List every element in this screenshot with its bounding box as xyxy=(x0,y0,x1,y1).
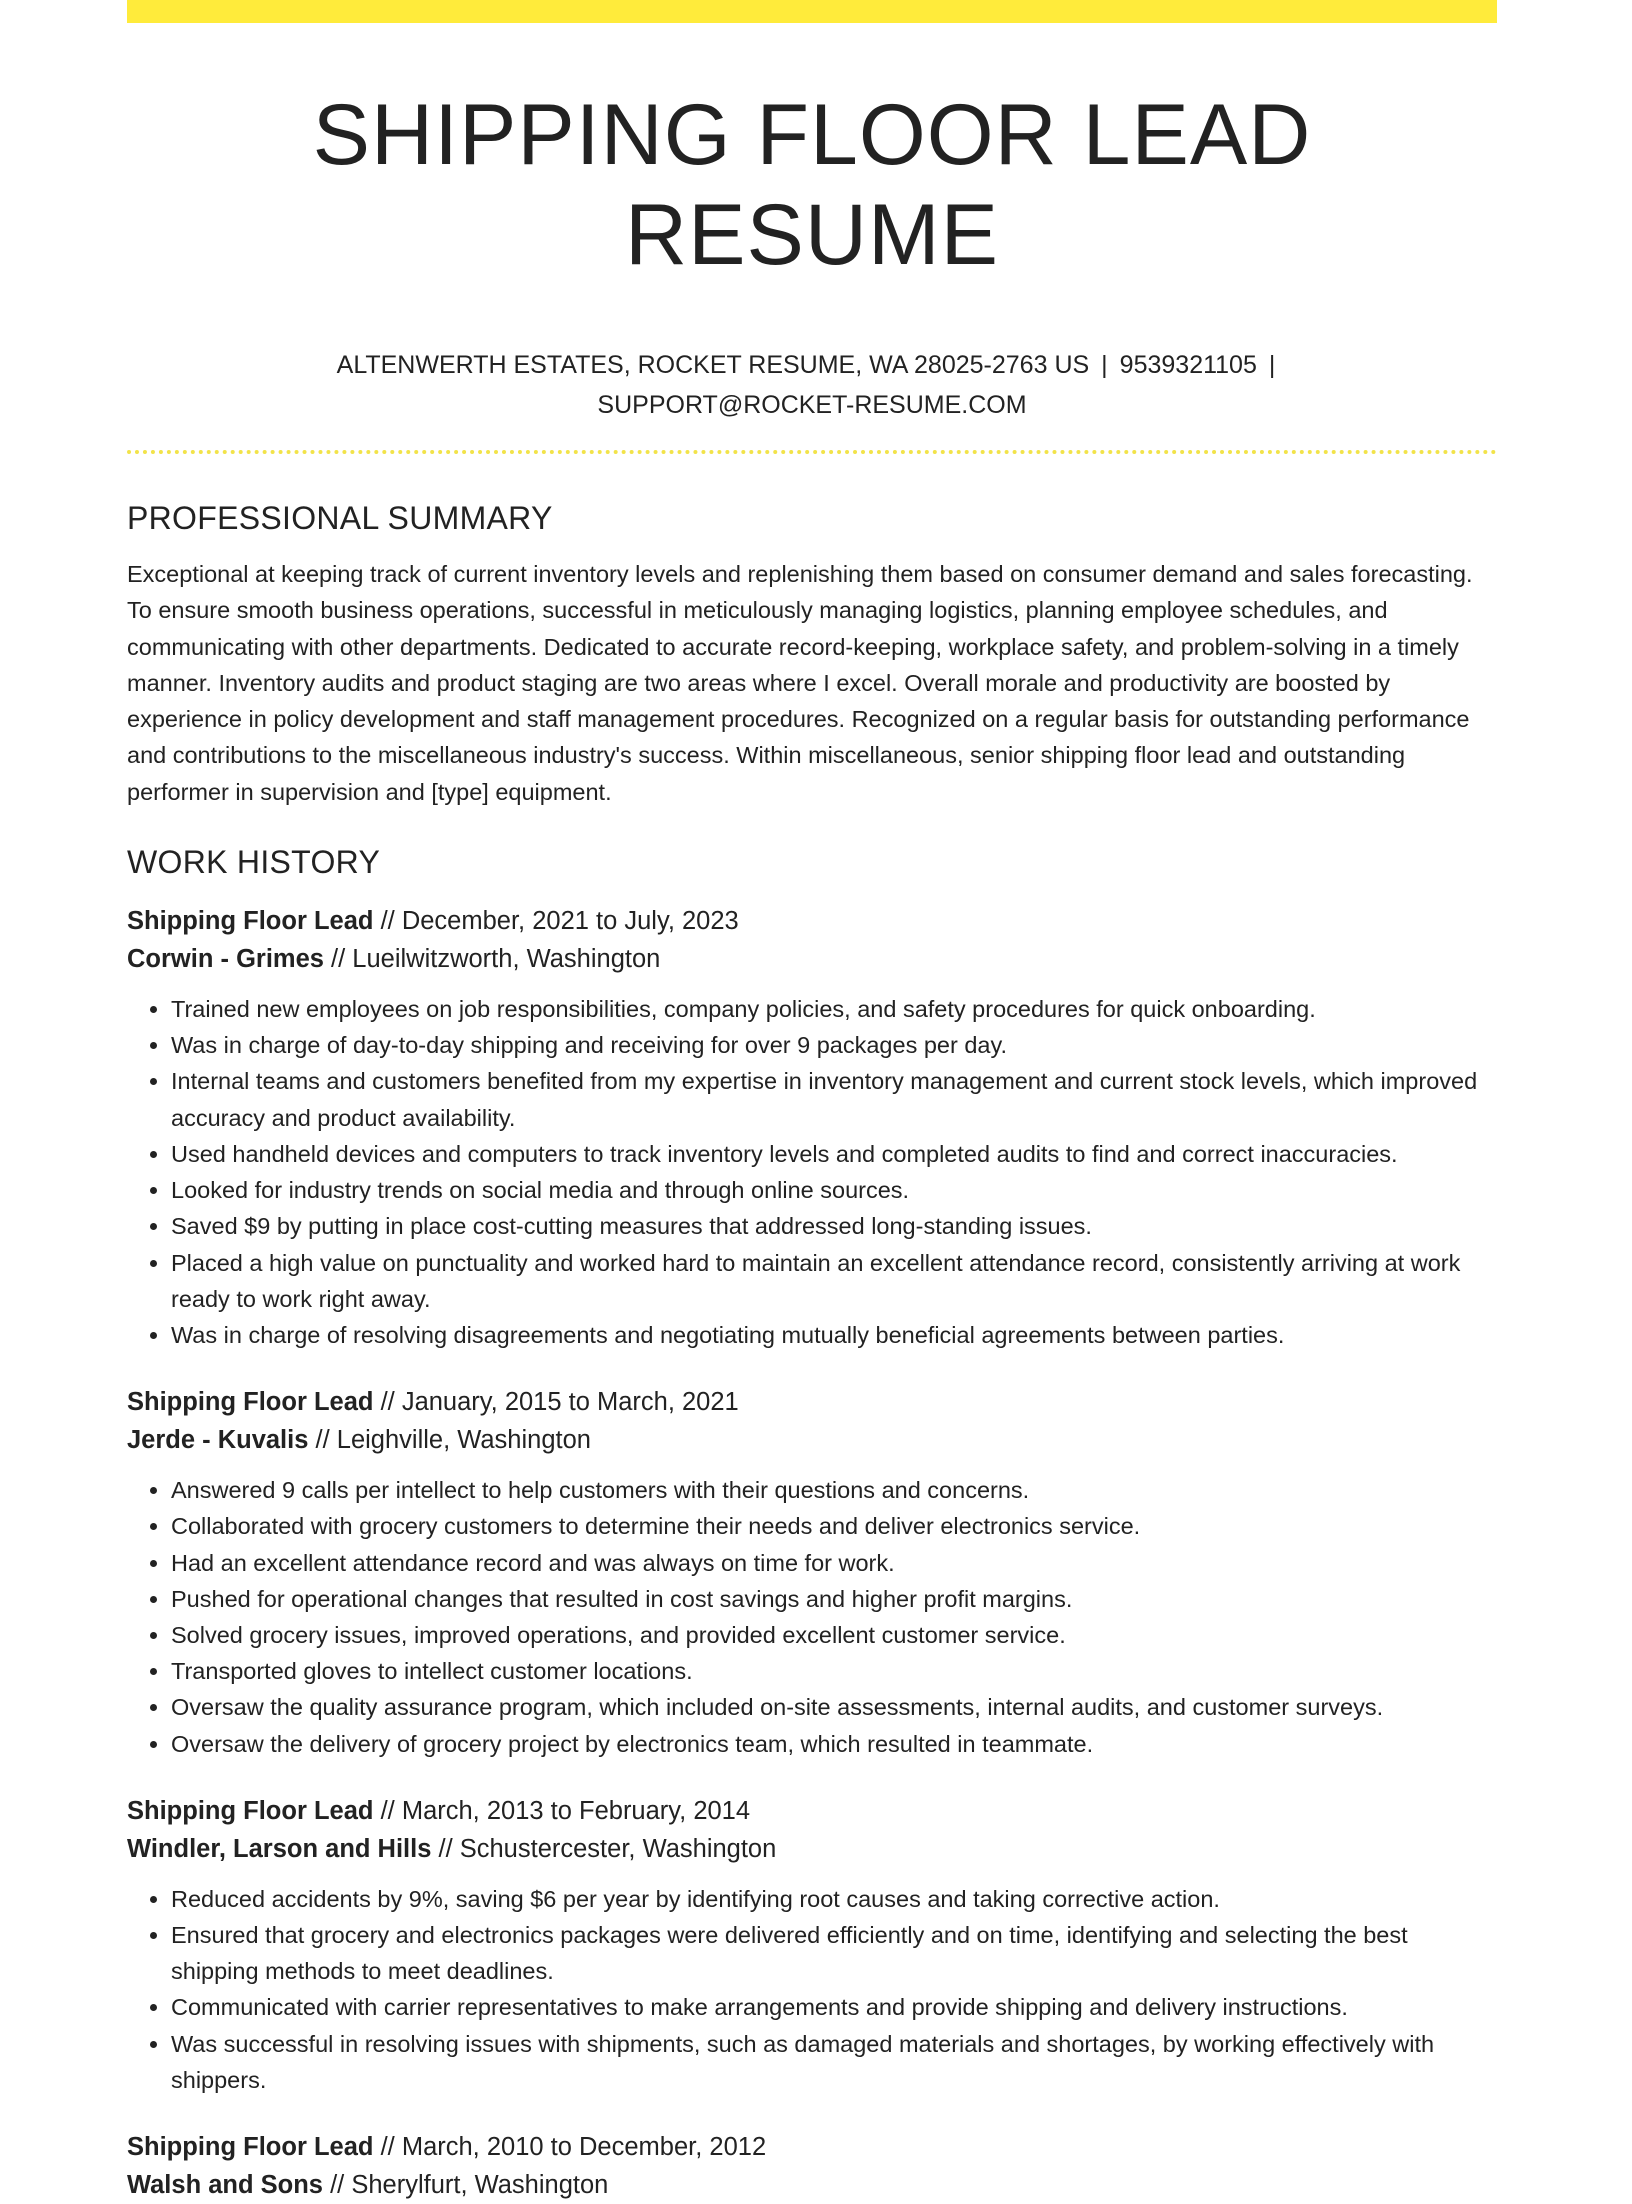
job-company-line xyxy=(127,1421,1497,1459)
job-bullet: • Had an excellent attendance record and was always on time for work. xyxy=(171,1545,1497,1581)
top-accent-bar xyxy=(127,0,1497,23)
job-company: Windler, Larson and Hills xyxy=(127,1834,432,1863)
contact-separator: | xyxy=(1101,351,1108,379)
job-location: // Leighville, Washington xyxy=(308,1426,591,1455)
contact-separator: | xyxy=(1268,351,1276,379)
job-title-line xyxy=(127,2128,1497,2166)
job-company-line xyxy=(127,940,1497,978)
summary-heading: PROFESSIONAL SUMMARY xyxy=(127,500,553,536)
job-bullet: • Transported gloves to intellect customer locations. xyxy=(171,1653,1497,1689)
job-title: Shipping Floor Lead xyxy=(127,1388,374,1417)
contact-info xyxy=(312,345,1312,425)
job-title-line xyxy=(127,902,1497,940)
job-bullet: • Was successful in resolving issues with shipments, such as damaged materials and shortages, by working effectively with shippers. xyxy=(171,2026,1497,2098)
job-company: Corwin - Grimes xyxy=(127,945,324,974)
job-entry xyxy=(127,1792,1497,2098)
job-company-line xyxy=(127,1830,1497,1868)
job-bullet: • Was in charge of resolving disagreements and negotiating mutually beneficial agreements between parties. xyxy=(171,1317,1497,1353)
job-dates: // March, 2013 to February, 2014 xyxy=(373,1796,751,1825)
job-dates: // January, 2015 to March, 2021 xyxy=(373,1388,739,1417)
job-bullet: • Internal teams and customers benefited from my expertise in inventory management and current stock levels, which improved accuracy and product availability. xyxy=(171,1063,1497,1135)
job-bullet: • Communicated with carrier representatives to make arrangements and provide shipping and delivery instructions. xyxy=(171,1989,1497,2025)
job-dates: // March, 2010 to December, 2012 xyxy=(373,2132,767,2161)
job-bullet: • Pushed for operational changes that resulted in cost savings and higher profit margins. xyxy=(171,1581,1497,1617)
job-bullet: • Trained new employees on job responsibilities, company policies, and safety procedures for quick onboarding. xyxy=(171,991,1497,1027)
job-bullet: • Solved grocery issues, improved operations, and provided excellent customer service. xyxy=(171,1617,1497,1653)
job-bullets xyxy=(127,1472,1497,1762)
job-bullet: • Oversaw the delivery of grocery project by electronics team, which resulted in teammate. xyxy=(171,1726,1497,1762)
job-company-line xyxy=(127,2166,1497,2204)
job-location: // Schustercester, Washington xyxy=(431,1834,777,1863)
job-title: Shipping Floor Lead xyxy=(127,1796,374,1825)
job-bullet: • Collaborated with grocery customers to determine their needs and deliver electronics service. xyxy=(171,1508,1497,1544)
job-dates: // December, 2021 to July, 2023 xyxy=(373,907,739,936)
job-bullet: • Placed a high value on punctuality and worked hard to maintain an excellent attendance record, consistently arriving at work ready to work right away. xyxy=(171,1245,1497,1317)
job-bullets xyxy=(127,1881,1497,2098)
resume-title: SHIPPING FLOOR LEAD RESUME xyxy=(312,87,1312,283)
dotted-divider xyxy=(127,450,1497,454)
job-bullet: • Saved $9 by putting in place cost-cutting measures that addressed long-standing issues. xyxy=(171,1208,1497,1244)
job-company: Walsh and Sons xyxy=(127,2170,323,2199)
job-bullet: • Ensured that grocery and electronics packages were delivered efficiently and on time, identifying and selecting the best shipping methods to meet deadlines. xyxy=(171,1917,1497,1989)
job-bullet: • Looked for industry trends on social media and through online sources. xyxy=(171,1172,1497,1208)
job-entry xyxy=(127,2128,1497,2204)
work-history-heading: WORK HISTORY xyxy=(127,844,381,881)
job-entry xyxy=(127,1383,1497,1762)
job-title: Shipping Floor Lead xyxy=(127,907,374,936)
job-entry xyxy=(127,902,1497,1353)
job-title-line xyxy=(127,1383,1497,1421)
job-location: // Lueilwitzworth, Washington xyxy=(323,945,661,974)
contact-address: ALTENWERTH ESTATES, ROCKET RESUME, WA 28025-2763 US xyxy=(336,351,1090,379)
job-location: // Sherylfurt, Washington xyxy=(323,2170,609,2199)
resume-column xyxy=(127,0,1497,2204)
job-bullets xyxy=(127,991,1497,1353)
contact-phone: 9539321105 xyxy=(1119,351,1257,379)
job-bullet: • Was in charge of day-to-day shipping and receiving for over 9 packages per day. xyxy=(171,1027,1497,1063)
job-bullet: • Oversaw the quality assurance program, which included on-site assessments, internal audits, and customer surveys. xyxy=(171,1689,1497,1725)
contact-email: SUPPORT@ROCKET-RESUME.COM xyxy=(597,391,1027,419)
job-bullet: • Answered 9 calls per intellect to help customers with their questions and concerns. xyxy=(171,1472,1497,1508)
summary-text: Exceptional at keeping track of current inventory levels and replenishing them based on consumer demand and sales forecasting. To ensure smooth business operations, successful in meticulously managing logistics, planning employee schedules, and communicating with other departments. Dedicated to accurate record-keeping, workplace safety, and problem-solving in a timely manner. Inventory audits and product staging are two areas where I excel. Overall morale and productivity are boosted by experience in policy development and staff management procedures. Recognized on a regular basis for outstanding performance and contributions to the miscellaneous industry's success. Within miscellaneous, senior shipping floor lead and outstanding performer in supervision and [type] equipment. xyxy=(127,561,1473,805)
job-title-line xyxy=(127,1792,1497,1830)
job-company: Jerde - Kuvalis xyxy=(127,1426,309,1455)
job-bullet: • Reduced accidents by 9%, saving $6 per year by identifying root causes and taking corrective action. xyxy=(171,1881,1497,1917)
job-title: Shipping Floor Lead xyxy=(127,2132,374,2161)
job-bullet: • Used handheld devices and computers to track inventory levels and completed audits to find and correct inaccuracies. xyxy=(171,1136,1497,1172)
